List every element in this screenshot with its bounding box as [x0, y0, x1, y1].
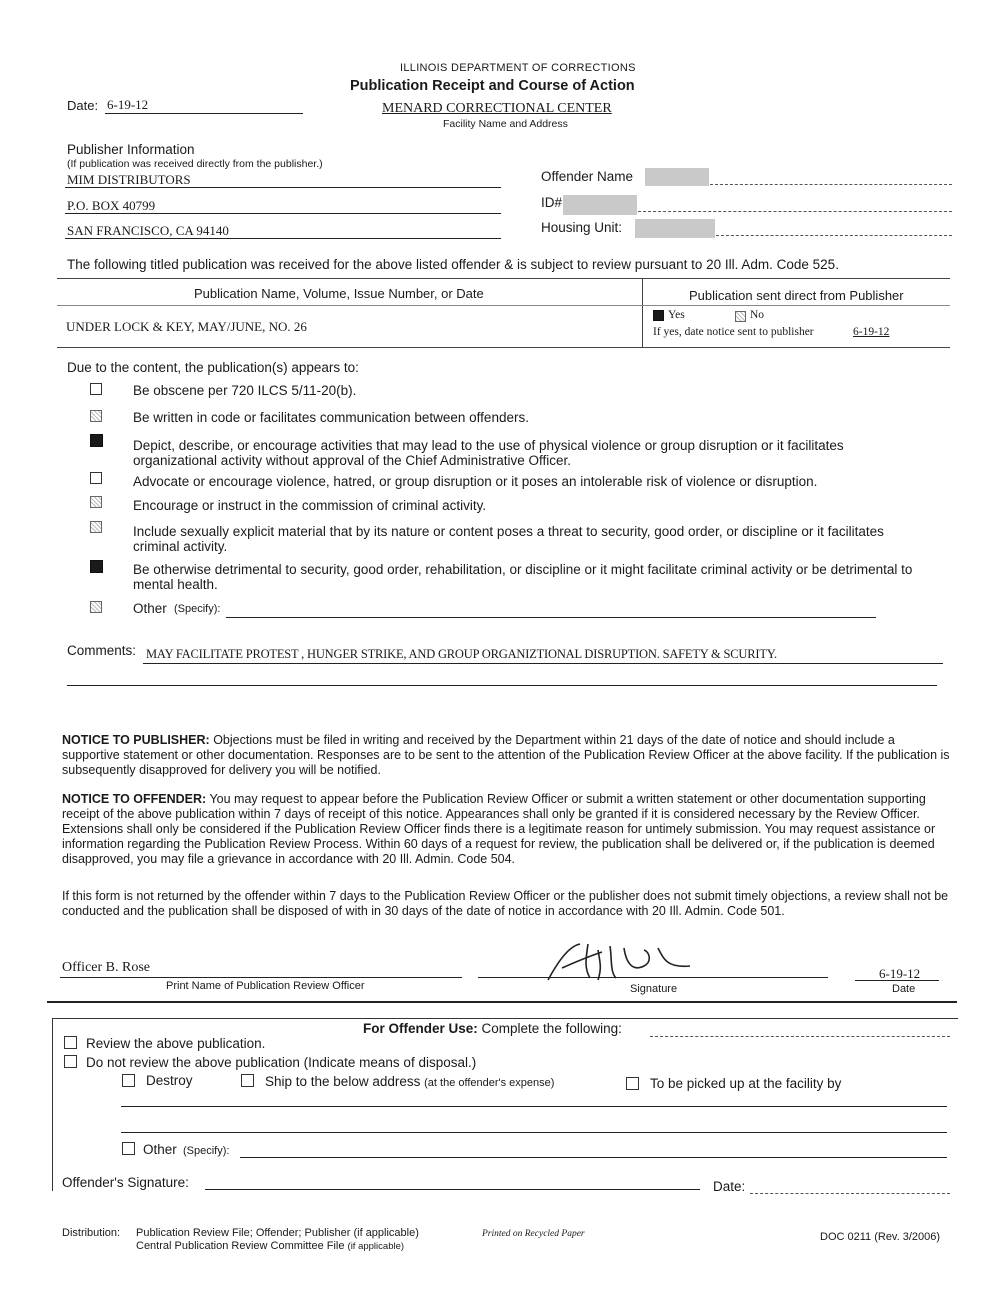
distribution-line-2-main: Central Publication Review Committee File	[136, 1240, 345, 1252]
other-label: Other	[133, 601, 167, 616]
publisher-underline-2	[65, 213, 501, 214]
table-header-direct: Publication sent direct from Publisher	[689, 288, 904, 303]
form-title: Publication Receipt and Course of Action	[350, 78, 635, 94]
intro-text: The following titled publication was received for the above listed offender & is subject to review pursuant to 20 Ill. Adm. Code 525.	[67, 257, 839, 272]
item-1-checkbox[interactable]	[90, 410, 102, 422]
notice-sent-label: If yes, date notice sent to publisher	[653, 326, 814, 338]
ship-checkbox[interactable]	[241, 1074, 254, 1087]
item-5-text: Include sexually explicit material that by its nature or content poses a threat to security, good order, or discipline or it facilitates criminal activity.	[133, 524, 884, 554]
other-line	[226, 617, 876, 618]
officer-line	[60, 977, 462, 978]
notice-offender-title: NOTICE TO OFFENDER:	[62, 792, 207, 806]
publisher-line-3: SAN FRANCISCO, CA 94140	[67, 223, 229, 238]
recycled-note: Printed on Recycled Paper	[482, 1229, 585, 1239]
notice-publisher-text: Objections must be filed in writing and received by the Department within 21 days of the date of notice and should include a supportive statement or other documentation. Responses are to be sent to the attention of the Publication Review Officer at the above facility. If the publication is subsequently disapproved for delivery you will be notified.	[62, 733, 950, 777]
notice-publisher-title: NOTICE TO PUBLISHER:	[62, 733, 210, 747]
signature-caption: Signature	[630, 983, 678, 995]
officer-caption: Print Name of Publication Review Officer	[166, 980, 365, 992]
yes-label: Yes	[668, 309, 685, 321]
distribution-label: Distribution:	[62, 1227, 121, 1239]
offender-use-heading	[363, 1021, 622, 1036]
distribution-line-2-note: (if applicable)	[347, 1241, 405, 1252]
publication-name: UNDER LOCK & KEY, MAY/JUNE, NO. 26	[66, 319, 307, 334]
offender-other-label: Other	[143, 1142, 177, 1157]
destroy-label: Destroy	[146, 1073, 193, 1088]
content-heading: Due to the content, the publication(s) appears to:	[67, 360, 359, 375]
item-3-checkbox[interactable]	[90, 472, 102, 484]
distribution-line-2	[136, 1240, 404, 1252]
housing-unit-label: Housing Unit:	[541, 220, 623, 235]
destroy-checkbox[interactable]	[122, 1074, 135, 1087]
return-notice: If this form is not returned by the offender within 7 days to the Publication Review Officer or the publisher does not submit timely objections, a review shall not be conducted and the publication shall be disposed of with in 30 days of the date of notice in accordance with 20 Ill. Admin. Code 501.	[62, 889, 949, 918]
item-0-checkbox[interactable]	[90, 383, 102, 395]
offender-id-redaction	[563, 195, 637, 215]
item-2-checkbox[interactable]	[90, 434, 103, 447]
date-value: 6-19-12	[107, 97, 149, 112]
comments-label: Comments:	[67, 643, 137, 658]
publisher-underline-3	[65, 238, 501, 239]
offender-date-line	[750, 1193, 950, 1194]
officer-name: Officer B. Rose	[62, 960, 150, 975]
comments-value: MAY FACILITATE PROTEST , HUNGER STRIKE, AND GROUP ORGANIZTIONAL DISRUPTION. SAFETY & SCURITY.	[146, 647, 777, 661]
no-review-label: Do not review the above publication (Indicate means of disposal.)	[86, 1055, 477, 1070]
item-5-checkbox[interactable]	[90, 521, 102, 533]
offender-signature-line	[205, 1189, 700, 1190]
offender-name-label: Offender Name	[541, 169, 634, 184]
item-2-text: Depict, describe, or encourage activities that may lead to the use of physical violence or group disruption or it facilitates organizational activity without approval of the Chief Administrative Officer.	[133, 438, 844, 468]
publisher-underline-1	[65, 187, 501, 188]
housing-unit-redaction	[635, 219, 715, 238]
item-4-text: Encourage or instruct in the commission of criminal activity.	[133, 498, 487, 513]
notice-offender-text: You may request to appear before the Publication Review Officer or submit a written statement or other documentation supporting receipt of the above publication within 7 days of receipt of this notice. Appearances shall only be granted if it is considered necessary by the Review Officer. Extensions shall only be considered if the Publication Review Officer finds there is a legitimate reason for untimely submission. You may request assistance or information regarding the Publication Review Process. Within 60 days of a request for review, the publication shall be delivered or, if the publication is deemed disapproved, you may file a grievance in accordance with 20 Ill. Admin. Code 504.	[62, 792, 936, 866]
item-6-text: Be otherwise detrimental to security, good order, rehabilitation, or discipline or it might facilitate criminal activity or be detrimental to mental health.	[133, 562, 913, 592]
distribution-line-1: Publication Review File; Offender; Publisher (if applicable)	[136, 1227, 419, 1239]
publisher-heading: Publisher Information	[67, 142, 195, 157]
address-line-2	[121, 1132, 947, 1133]
address-line-1	[121, 1106, 947, 1107]
offender-other-line	[240, 1157, 947, 1158]
pickup-checkbox[interactable]	[626, 1077, 639, 1090]
item-3-text: Advocate or encourage violence, hatred, or group disruption or it poses an intolerable risk of violence or disruption.	[133, 474, 818, 489]
officer-signature	[540, 938, 700, 986]
publisher-note: (If publication was received directly from the publisher.)	[67, 158, 323, 170]
offender-other-specify: (Specify):	[183, 1145, 230, 1157]
facility-name: MENARD CORRECTIONAL CENTER	[382, 101, 612, 116]
item-1-text: Be written in code or facilitates communication between offenders.	[133, 410, 529, 425]
offender-id-label: ID#	[541, 195, 563, 210]
other-checkbox[interactable]	[90, 601, 102, 613]
notice-to-offender	[62, 792, 952, 867]
offender-date-label: Date:	[713, 1179, 746, 1194]
form-number: DOC 0211 (Rev. 3/2006)	[820, 1231, 941, 1243]
comments-line-2	[67, 685, 937, 686]
table-header-publication: Publication Name, Volume, Issue Number, or Date	[194, 286, 484, 301]
department-name: ILLINOIS DEPARTMENT OF CORRECTIONS	[400, 62, 636, 74]
item-6-checkbox[interactable]	[90, 560, 103, 573]
item-4-checkbox[interactable]	[90, 496, 102, 508]
officer-date: 6-19-12	[879, 966, 921, 981]
offender-use-heading-bold: For Offender Use:	[363, 1021, 478, 1036]
offender-name-line	[710, 184, 952, 185]
ship-label-main: Ship to the below address	[265, 1074, 421, 1089]
offender-use-heading-rest: Complete the following:	[481, 1021, 622, 1036]
comments-line-1	[143, 663, 943, 664]
no-review-checkbox[interactable]	[64, 1055, 77, 1068]
yes-checkbox[interactable]	[653, 310, 664, 321]
offender-id-line	[638, 211, 952, 212]
date-line	[105, 113, 303, 114]
publication-table	[57, 278, 950, 348]
other-specify: (Specify):	[174, 603, 221, 615]
offender-other-checkbox[interactable]	[122, 1142, 135, 1155]
notice-to-publisher	[62, 733, 952, 778]
officer-date-line	[855, 980, 939, 981]
table-divider-vertical	[642, 279, 643, 347]
ship-label	[265, 1074, 554, 1089]
signature-line	[478, 977, 828, 978]
no-checkbox[interactable]	[735, 311, 746, 322]
review-label: Review the above publication.	[86, 1036, 266, 1051]
date-label: Date:	[67, 98, 99, 113]
review-checkbox[interactable]	[64, 1036, 77, 1049]
housing-unit-line	[716, 235, 952, 236]
item-0-text: Be obscene per 720 ILCS 5/11-20(b).	[133, 383, 357, 398]
publisher-line-2: P.O. BOX 40799	[67, 198, 156, 213]
table-divider-horizontal	[57, 305, 950, 306]
no-label: No	[750, 309, 765, 321]
offender-name-redaction	[645, 168, 709, 186]
facility-caption: Facility Name and Address	[443, 118, 568, 130]
notice-sent-date: 6-19-12	[853, 326, 890, 338]
offender-use-heading-line	[650, 1036, 950, 1037]
officer-date-caption: Date	[892, 983, 916, 995]
section-divider	[47, 1001, 957, 1003]
ship-label-note: (at the offender's expense)	[424, 1077, 555, 1089]
pickup-label: To be picked up at the facility by	[650, 1076, 842, 1091]
publisher-line-1: MIM DISTRIBUTORS	[67, 172, 191, 187]
offender-signature-label: Offender's Signature:	[62, 1175, 189, 1190]
